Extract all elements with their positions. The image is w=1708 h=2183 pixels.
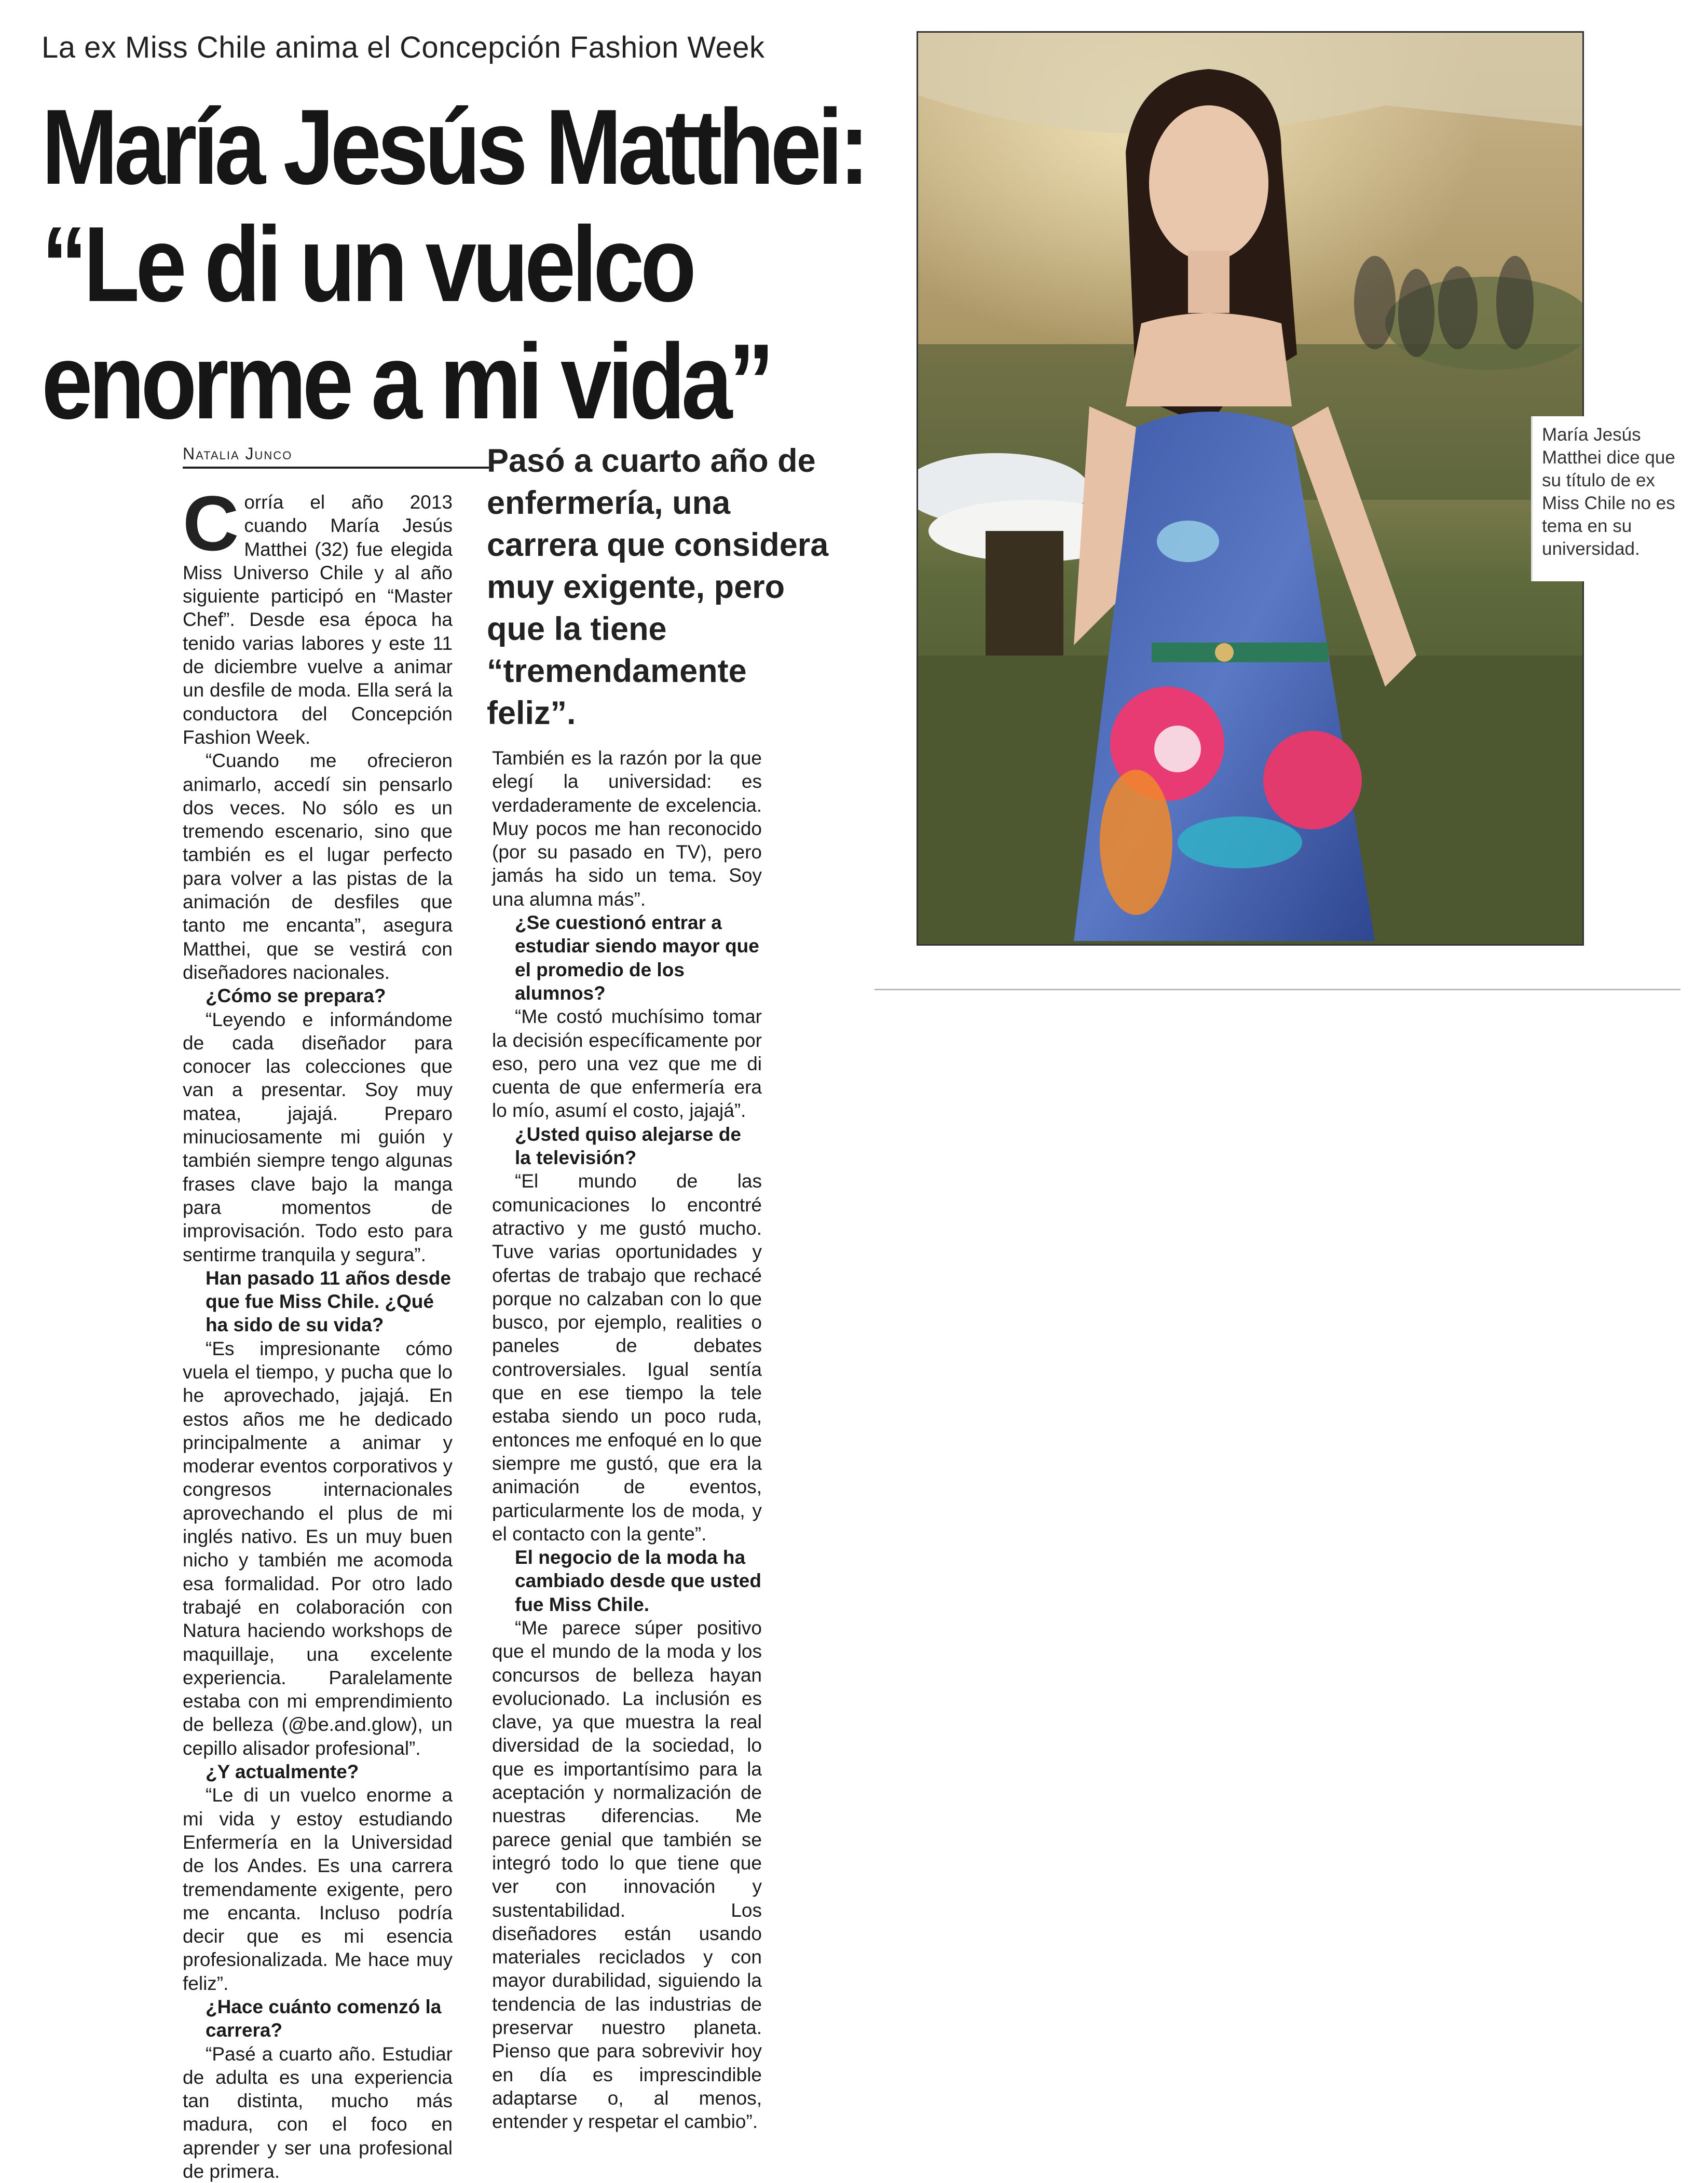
answer: “Me parece súper positivo que el mundo de la moda y los concursos de belleza hayan evolucionado. La inclusión es clave, ya que muestra la real diversidad de la sociedad, lo que es importantísimo para la aceptación y normalización de nuestras diferencias. Me parece genial que también se integró todo lo que tiene que ver con innovación y sustentabilidad. Los diseñadores están usando materiales reciclados y con mayor durabilidad, siguiendo la tendencia de las industrias de preservar nuestro planeta. Pienso que para sobrevivir hoy en día es imprescindible adaptarse o, al menos, entender y respetar el cambio”. xyxy=(492,1617,762,2133)
kicker: La ex Miss Chile anima el Concepción Fashion Week xyxy=(42,31,765,64)
headline-line-1: María Jesús Matthei: xyxy=(42,87,866,207)
paragraph: “Cuando me ofrecieron animarlo, accedí sin pensarlo dos veces. No sólo es un tremendo escenario, sino que también es el lugar perfecto para volver a las pistas de la animación de desfiles que tanto me encanta”, asegura Matthei, que se vestirá con diseñadores nacionales. xyxy=(183,750,453,983)
question: ¿Y actualmente? xyxy=(206,1761,359,1783)
answer: “Me costó muchísimo tomar la decisión específicamente por eso, pero una vez que me di cuenta de que enfermería era lo mío, asumí el costo, jajajá”. xyxy=(492,1006,762,1122)
question: ¿Se cuestionó entrar a estudiar siendo mayor que el promedio de los alumnos? xyxy=(515,912,759,1004)
headline-line-2: “Le di un vuelco xyxy=(42,204,693,324)
article-column-1 xyxy=(183,480,453,2183)
answer: “Le di un vuelco enorme a mi vida y estoy estudiando Enfermería en la Universidad de los Andes. Es una carrera tremendamente exigente, pero me encanta. Incluso podría decir que es mi esencia profesionalizada. Me hace muy feliz”. xyxy=(183,1784,453,1994)
intro-text: orría el año 2013 cuando María Jesús Matthei (32) fue elegida Miss Universo Chile y al año siguiente participó en “Master Chef”. Desde esa época ha tenido varias labores y este 11 de diciembre vuelve a animar un desfile de moda. Ella será la conductora del Concepción Fashion Week. xyxy=(183,492,453,748)
headline xyxy=(42,87,866,441)
byline: Natalia Junco xyxy=(183,444,489,469)
section-divider xyxy=(875,989,1680,990)
question: El negocio de la moda ha cambiado desde que usted fue Miss Chile. xyxy=(515,1547,761,1615)
question: Han pasado 11 años desde que fue Miss Chile. ¿Qué ha sido de su vida? xyxy=(206,1267,451,1336)
answer: “Leyendo e informándome de cada diseñador para conocer las colecciones que van a presentar. Soy muy matea, jajajá. Preparo minuciosamente mi guión y también siempre tengo algunas frases clave bajo la manga para momentos de improvisación. Todo esto para sentirme tranquila y segura”. xyxy=(183,1008,453,1265)
question: ¿Usted quiso alejarse de la televisión? xyxy=(515,1123,741,1169)
portrait-photo xyxy=(917,31,1584,946)
question: ¿Cómo se prepara? xyxy=(206,985,386,1007)
question: ¿Hace cuánto comenzó la carrera? xyxy=(206,1996,442,2041)
article-column-2 xyxy=(492,746,762,2134)
pull-quote: Pasó a cuarto año de enfermería, una carrera que considera muy exigente, pero que la tiene “tremendamente feliz”. xyxy=(487,443,829,731)
headline-line-3: enorme a mi vida” xyxy=(42,322,771,441)
intro-paragraph xyxy=(183,480,453,749)
answer: “Pasé a cuarto año. Estudiar de adulta es una experiencia tan distinta, mucho más madura, con el foco en aprender y ser una profesional de primera. xyxy=(183,2043,453,2182)
photo-illustration xyxy=(918,33,1582,944)
photo-caption: María Jesús Matthei dice que su título de ex Miss Chile no es tema en su universidad. xyxy=(1531,416,1687,581)
answer: “El mundo de las comunicaciones lo encontré atractivo y me gustó mucho. Tuve varias oportunidades y ofertas de trabajo que rechacé porque no calzaban con lo que busco, por ejemplo, realities o paneles de debates controversiales. Igual sentía que en ese tiempo la tele estaba siendo un poco ruda, entonces me enfoqué en lo que siempre me gustó, que era la animación de eventos, particularmente los de moda, y el contacto con la gente”. xyxy=(492,1170,762,1545)
answer: “Es impresionante cómo vuela el tiempo, y pucha que lo he aprovechado, jajajá. En estos años me he dedicado principalmente a animar y moderar eventos corporativos y congresos internacionales aprovechando el plus de mi inglés nativo. Es un muy buen nicho y también me acomoda esa formalidad. Por otro lado trabajé en colaboración con Natura haciendo workshops de maquillaje, una excelente experiencia. Paralelamente estaba con mi emprendimiento de belleza (@be.and.glow), un cepillo alisador profesional”. xyxy=(183,1338,453,1759)
answer-continued: También es la razón por la que elegí la universidad: es verdaderamente de excelencia. Muy pocos me han reconocido (por su pasado en TV), pero jamás ha sido un tema. Soy una alumna más”. xyxy=(492,747,762,910)
drop-cap: C xyxy=(183,480,239,567)
